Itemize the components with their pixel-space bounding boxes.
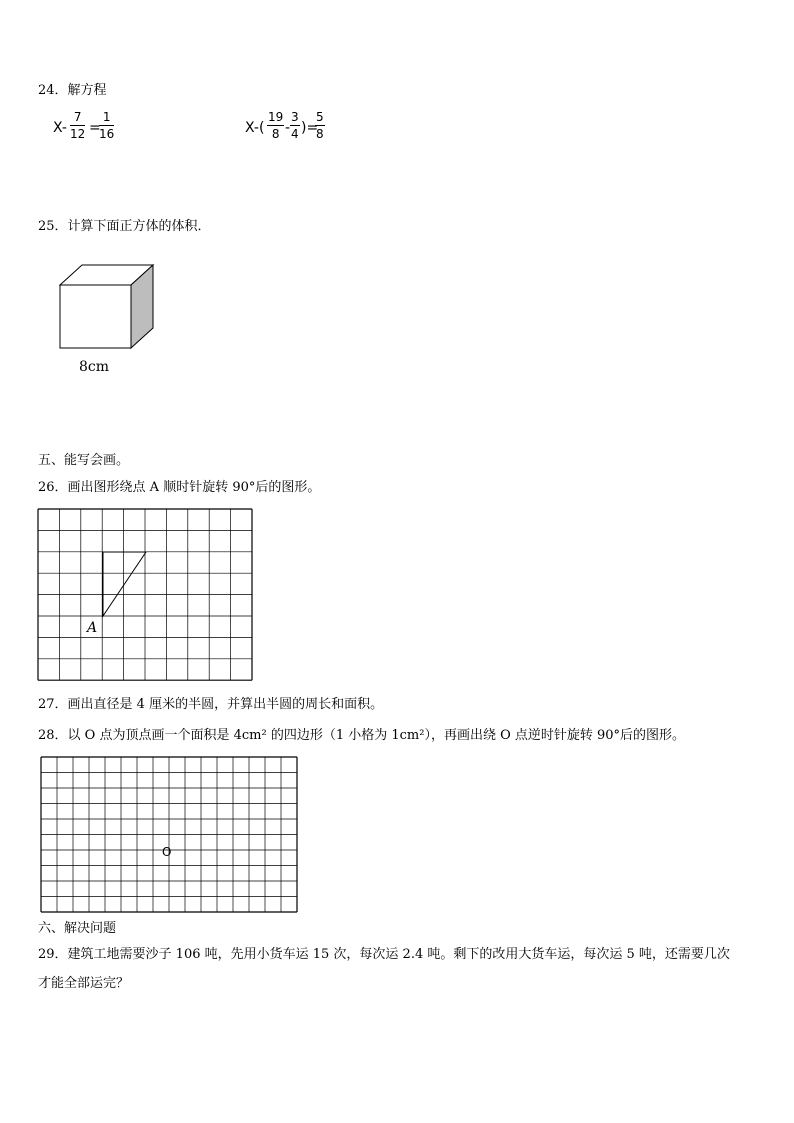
fraction-denominator: 4	[291, 127, 299, 141]
fraction-numerator: 7	[70, 110, 85, 126]
fraction-numerator: 1	[99, 110, 114, 126]
eq1-fraction-1	[70, 110, 85, 141]
fraction-denominator: 8	[316, 127, 324, 141]
fraction-denominator: 8	[271, 127, 280, 141]
section-6-title: 六、解决问题	[38, 921, 117, 936]
fraction-denominator: 16	[99, 127, 115, 141]
eq1-equals: =	[89, 120, 101, 136]
eq2-close: )=	[301, 120, 319, 136]
q25-title: 25．计算下面正方体的体积．	[38, 219, 211, 234]
q24-title: 24．解方程	[38, 83, 107, 98]
fraction-numerator: 19	[268, 110, 284, 124]
eq2-fraction-2	[290, 110, 300, 141]
section-5-title: 五、能写会画。	[38, 453, 130, 468]
q27-title: 27．画出直径是 4 厘米的半圆，并算出半圆的周长和面积。	[38, 697, 384, 712]
eq1-prefix: X-	[53, 120, 67, 136]
point-o-label: O	[162, 845, 172, 859]
rotation-grid-28	[40, 756, 302, 916]
cube-figure	[55, 262, 165, 362]
eq1-fraction-2	[99, 110, 114, 141]
eq2-fraction-3	[315, 110, 325, 141]
fraction-numerator: 3	[291, 110, 299, 124]
point-a-label: A	[87, 620, 98, 636]
cube-front-face	[60, 285, 131, 348]
q28-title: 28．以 O 点为顶点画一个面积是 4cm² 的四边形（1 小格为 1cm²），再画出绕 O 点逆时针旋转 90°后的图形。	[38, 728, 686, 743]
eq2-minus: -	[285, 120, 291, 136]
eq2-prefix: X-(	[245, 120, 265, 136]
q26-title: 26．画出图形绕点 A 顺时针旋转 90°后的图形。	[38, 480, 321, 495]
fraction-denominator: 12	[70, 127, 86, 141]
triangle-shape	[103, 552, 146, 616]
fraction-numerator: 5	[316, 110, 324, 124]
cube-edge-label: 8cm	[79, 359, 110, 375]
rotation-grid-26	[37, 508, 257, 684]
q29-line-2: 才能全部运完？	[38, 976, 130, 991]
eq2-fraction-1	[267, 110, 284, 141]
q29-line-1: 29．建筑工地需要沙子 106 吨，先用小货车运 15 次，每次运 2.4 吨。剩下的改用大货车运，每次运 5 吨，还需要几次	[38, 947, 730, 962]
